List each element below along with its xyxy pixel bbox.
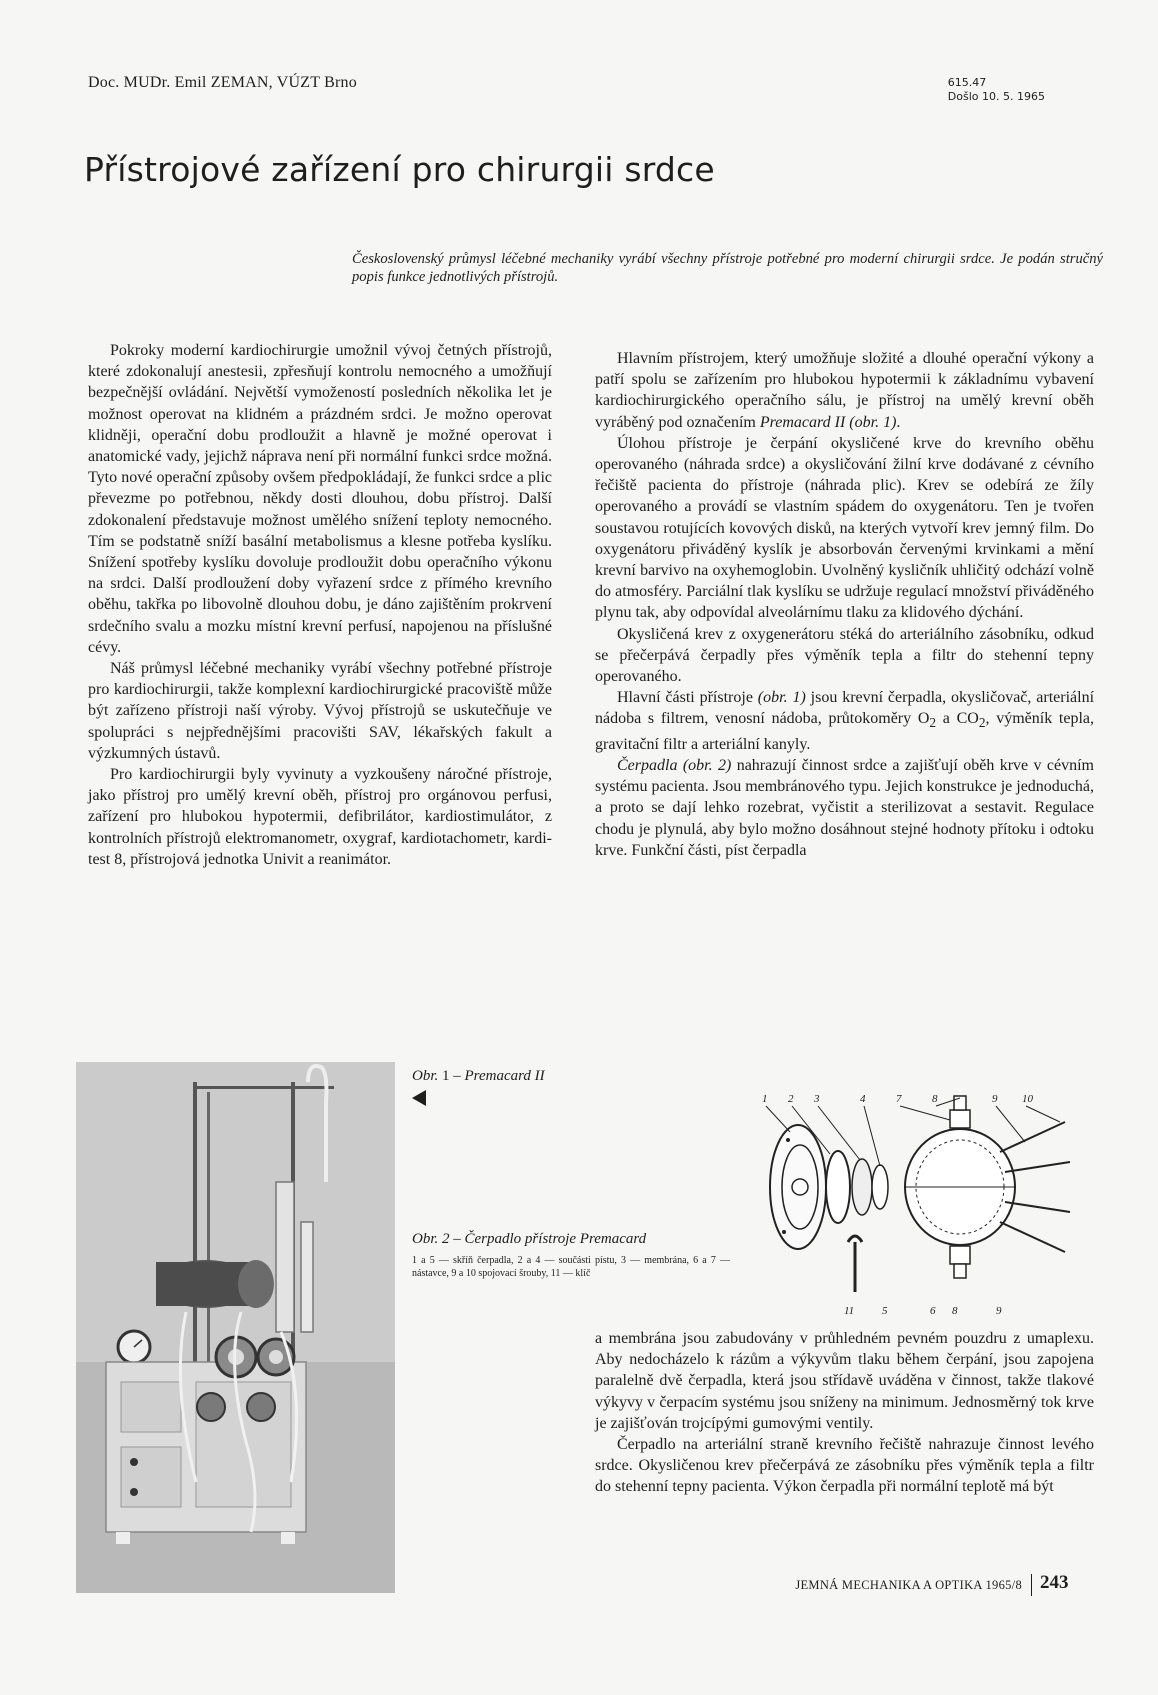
paragraph: Okysličená krev z oxygenerátoru stéká do arteriálního zásobníku, odkud se přečerpává čerpadly přes výměník tepla a filtr do stehenní tepny operovaného.	[595, 625, 1094, 686]
subscript: 2	[978, 715, 986, 731]
figure-caption-text: – Čerpadlo přístroje Premacard	[453, 1231, 647, 1247]
diagram-label: 3	[814, 1093, 820, 1105]
arrow-left-icon	[412, 1090, 426, 1106]
diagram-label: 5	[882, 1305, 888, 1317]
figure2-caption	[412, 1231, 646, 1248]
journal-footer: JEMNÁ MECHANIKA A OPTIKA 1965/8	[795, 1578, 1022, 1592]
diagram-label: 8	[952, 1305, 958, 1317]
paragraph	[595, 348, 1094, 433]
figure-ref: (obr. 1)	[757, 689, 806, 707]
text-run: Hlavním přístrojem, který umožňuje složité a dlouhé operační výkony a patří spolu se zařízením pro hlubokou hypotermii k základnímu vybavení kardiochirurgického operačního sálu, je přístroj na umělý krevní oběh vyráběný pod označením	[595, 350, 1094, 431]
figure-ref: (obr. 1)	[849, 413, 897, 431]
right-column	[595, 348, 1094, 861]
figure2-legend: 1 a 5 — skříň čerpadla, 2 a 4 — součásti pístu, 3 — membrána, 6 a 7 — nástavce, 9 a 10 spojovací šrouby, 11 — klíč	[412, 1255, 730, 1279]
text-run: , výměník tepla, gravitační filtr a arteriální kanyly.	[595, 710, 1095, 753]
paragraph: Náš průmysl léčebné mechaniky vyrábí všechny potřebné přístroje pro kardiochirurgii, takže komplexní kardiochirurgické pracoviště může být zařízeno přístroji naší výroby. Vývoj přístrojů se uskutečňuje ve spolupráci s nejpřednějšími pracovišti SAV, lékařských fakult a výzkumných ústavů.	[88, 660, 552, 762]
article-meta	[948, 76, 1045, 104]
diagram-label: 7	[896, 1093, 902, 1105]
text-run: jsou krevní čerpadla, okysličovač, arteriální nádoba s filtrem, venosní nádoba, průtokoměry O	[595, 689, 1095, 728]
diagram-label: 9	[992, 1093, 998, 1105]
subscript: 2	[929, 715, 937, 731]
figure-ref: (obr. 2)	[677, 757, 732, 775]
diagram-label: 10	[1022, 1093, 1033, 1105]
text-run: Hlavní části přístroje	[617, 689, 758, 707]
figure1-caption	[412, 1068, 545, 1085]
text-run: a CO	[936, 710, 979, 728]
right-column-continued	[595, 1328, 1094, 1498]
figure-label: Obr.	[412, 1231, 439, 1247]
text-run: nahrazují činnost srdce a zajišťují oběh krve v cévním systému pacienta. Jsou membránového typu. Jejich konstrukce je jednoduchá, a proto se dají lehko rozebrat, vyčistit a sterilizovat a sestavit. Regulace chodu je plynulá, aby bylo možno dosáhnout stejné hodnoty přítoku i odtoku krve. Funkční části, píst čerpadla	[595, 757, 1095, 859]
paragraph: Pokroky moderní kardiochirurgie umožnil vývoj četných přístrojů, které zdokonalují anestesii, zpřesňují kontrolu nemocného a umožňují bezpečnější ovládání. Největší vymožeností posledních několika let je možnost operovat na klidném a prázdném srdci. Je možno operovat klidněji, operační dobu prodloužit a hlavně je možné operovat i anatomické vady, jejichž náprava není při normální funkci srdce možná. Tyto nové operační způsoby ovšem předpokládají, že funkci srdce a plic převezme po potřebnou, někdy dosti dlouhou, dobu přístroj. Další zdokonalení představuje možnost umělého snížení teploty nemocného. Tím se podstatně sníží basální metabolismus a klesne potřeba kyslíku. Snížení spotřeby kyslíku dovoluje prodloužit dobu operačního výkonu na srdci. Další prodloužení doby vyřazení srdce z přímého krevního oběhu, takřka po libovolně dlouhou dobu, je dáno zajištěním prokrvení srdečního svalu a mozku místní krevní perfusí, napojenou na příslušné cévy.	[88, 342, 552, 656]
diagram-label: 11	[844, 1305, 855, 1317]
footer-divider	[1031, 1574, 1032, 1596]
diagram-label: 6	[930, 1305, 936, 1317]
figure-caption-text: – Premacard II	[453, 1068, 545, 1084]
figure-number: 1	[442, 1068, 450, 1084]
paragraph	[595, 687, 1094, 755]
section-lead: Čerpadla	[617, 757, 678, 775]
figure-number: 2	[442, 1231, 450, 1247]
paragraph	[595, 755, 1094, 861]
paragraph: a membrána jsou zabudovány v průhledném pevném pouzdru z umaplexu. Aby nedocházelo k rázům a výkyvům tlaku během čerpání, jsou zapojena paralelně dvě čerpadla, která jsou střídavě uváděna v činnost, takže tlakové výkyvy v čerpacím systému jsou sníženy na minimum. Jednosměrný tok krve je zajišťován trojcípými gumovými ventily.	[595, 1330, 1094, 1432]
left-column	[88, 340, 552, 870]
paragraph: Pro kardiochirurgii byly vyvinuty a vyzkoušeny náročné přístroje, jako přístroj pro umělý krevní oběh, přístroj pro orgánovou perfusi, zařízení pro hlubokou hypotermii, defibrilátor, kardiostimulátor, z kontrolních přístrojů elektromanometr, oxygraf, kardiotachometr, kardi-test 8, přístrojová jednotka Univit a reanimátor.	[88, 766, 552, 868]
article-title: Přístrojové zařízení pro chirurgii srdce	[84, 150, 715, 189]
diagram-label: 8	[932, 1093, 938, 1105]
classification-code: 615.47	[947, 76, 987, 89]
diagram-label: 9	[996, 1305, 1002, 1317]
premacard-photo	[76, 1062, 395, 1593]
diagram-label: 4	[860, 1093, 866, 1105]
abstract: Československý průmysl léčebné mechaniky vyrábí všechny přístroje potřebné pro moderní chirurgii srdce. Je podán stručný popis funkce jednotlivých přístrojů.	[352, 251, 1103, 285]
diagram-label: 1	[762, 1093, 768, 1105]
figure-label: Obr.	[412, 1068, 439, 1084]
page-number: 243	[1040, 1572, 1069, 1593]
paragraph: Úlohou přístroje je čerpání okysličené krve do krevního oběhu operovaného (náhrada srdce) a okysličování žilní krve dodávané z cévního řečiště pacienta do přístroje (náhrada plic). Krev se odebírá ze žíly operovaného a provádí se vlastním spádem do oxygenátoru. Ten je tvořen soustavou rotujících kovových disků, na kterých vytvoří krev jemný film. Do oxygenátoru přiváděný kyslík je absorbován červenými krvinkami a mění krevní barvivo na oxyhemoglobin. Uvolněný kysličník uhličitý odchází volně do atmosféry. Parciální tlak kyslíku se udržuje regulací množství přiváděného plynu tak, aby odpovídal alveolárnímu tlaku za klidového dýchání.	[595, 434, 1094, 622]
paragraph: Čerpadlo na arteriální straně krevního řečiště nahrazuje činnost levého srdce. Okysličenou krev přečerpává ze zásobníku přes výměník tepla a filtr do stehenní tepny pacienta. Výkon čerpadla při normální teplotě má být	[595, 1436, 1094, 1496]
pump-diagram	[760, 1092, 1100, 1318]
received-date: Došlo 10. 5. 1965	[947, 90, 1045, 103]
text-run: .	[896, 413, 901, 431]
device-name: Premacard II	[759, 413, 846, 431]
author-line: Doc. MUDr. Emil ZEMAN, VÚZT Brno	[88, 74, 357, 91]
diagram-label: 2	[788, 1093, 794, 1105]
